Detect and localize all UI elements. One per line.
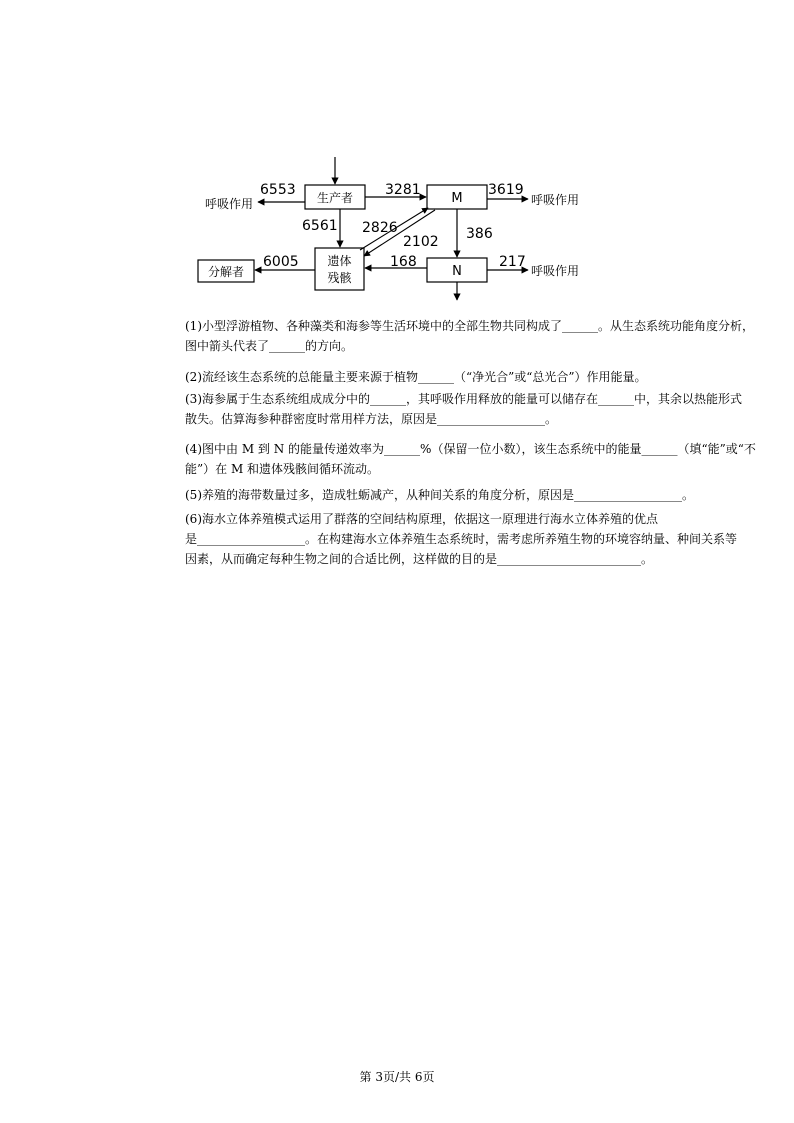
producer-node <box>305 185 365 209</box>
question-3-line-2: 散失。估算海参种群密度时常用样方法，原因是__________________。 <box>185 412 558 426</box>
value-remains-to-m: 2102 <box>403 234 439 250</box>
value-m-to-n: 386 <box>466 226 493 242</box>
question-3-line-1: (3)海参属于生态系统组成成分中的______，其呼吸作用释放的能量可以储存在______中，其余以热能形式 <box>185 392 743 406</box>
value-producer-respiration: 6553 <box>260 182 296 198</box>
respiration-label-left: 呼吸作用 <box>205 197 254 211</box>
question-3 <box>185 389 759 429</box>
svg-text:分解者: 分解者 <box>207 265 245 279</box>
n-node <box>427 258 487 282</box>
question-1-line-2: 图中箭头代表了______的方向。 <box>185 339 354 353</box>
value-m-respiration: 3619 <box>488 182 524 198</box>
page-number: 第 3页/共 6页 <box>359 1070 435 1084</box>
question-6-line-2: 是__________________。在构建海水立体养殖生态系统时，需考虑所养殖生物的环境容纳量、种间关系等 <box>185 532 738 546</box>
question-5 <box>185 485 759 505</box>
question-1-line-1: (1)小型浮游植物、各种藻类和海参等生活环境中的全部生物共同构成了______。从生态系统功能角度分析， <box>185 319 755 333</box>
energy-flow-diagram <box>195 150 595 302</box>
question-4 <box>185 439 759 479</box>
respiration-label-n: 呼吸作用 <box>531 264 580 278</box>
svg-text:生产者: 生产者 <box>316 191 354 205</box>
m-node <box>427 185 487 209</box>
question-4-line-1: (4)图中由 M 到 N 的能量传递效率为______%（保留一位小数），该生态系统中的能量______（填“能”或“不 <box>185 442 756 456</box>
question-4-line-2: 能”）在 M 和遗体残骸间循环流动。 <box>185 462 380 476</box>
question-6-line-3: 因素，从而确定每种生物之间的合适比例，这样做的目的是________________________。 <box>185 552 654 566</box>
value-producer-to-remains: 6561 <box>302 218 338 234</box>
question-2-line-1: (2)流经该生态系统的总能量主要来源于植物______（“净光合”或“总光合”）作用能量。 <box>185 370 647 384</box>
value-n-to-remains: 168 <box>390 254 417 270</box>
value-n-respiration: 217 <box>499 254 526 270</box>
question-1 <box>185 316 759 356</box>
svg-text:M: M <box>451 191 463 206</box>
decomposer-node <box>198 260 254 282</box>
value-producer-to-m: 3281 <box>385 182 421 198</box>
question-6-line-1: (6)海水立体养殖模式运用了群落的空间结构原理，依据这一原理进行海水立体养殖的优点 <box>185 512 659 526</box>
question-5-line-1: (5)养殖的海带数量过多，造成牡蛎减产，从种间关系的角度分析，原因是__________________。 <box>185 488 695 502</box>
value-remains-to-decomposer: 6005 <box>263 254 299 270</box>
remains-node <box>315 248 364 290</box>
question-2 <box>185 367 759 387</box>
value-m-to-remains: 2826 <box>362 220 398 236</box>
svg-text:N: N <box>452 264 462 279</box>
question-6 <box>185 509 759 569</box>
svg-text:遗体: 遗体 <box>327 254 352 268</box>
svg-text:残骸: 残骸 <box>327 271 352 285</box>
respiration-label-m: 呼吸作用 <box>531 193 580 207</box>
